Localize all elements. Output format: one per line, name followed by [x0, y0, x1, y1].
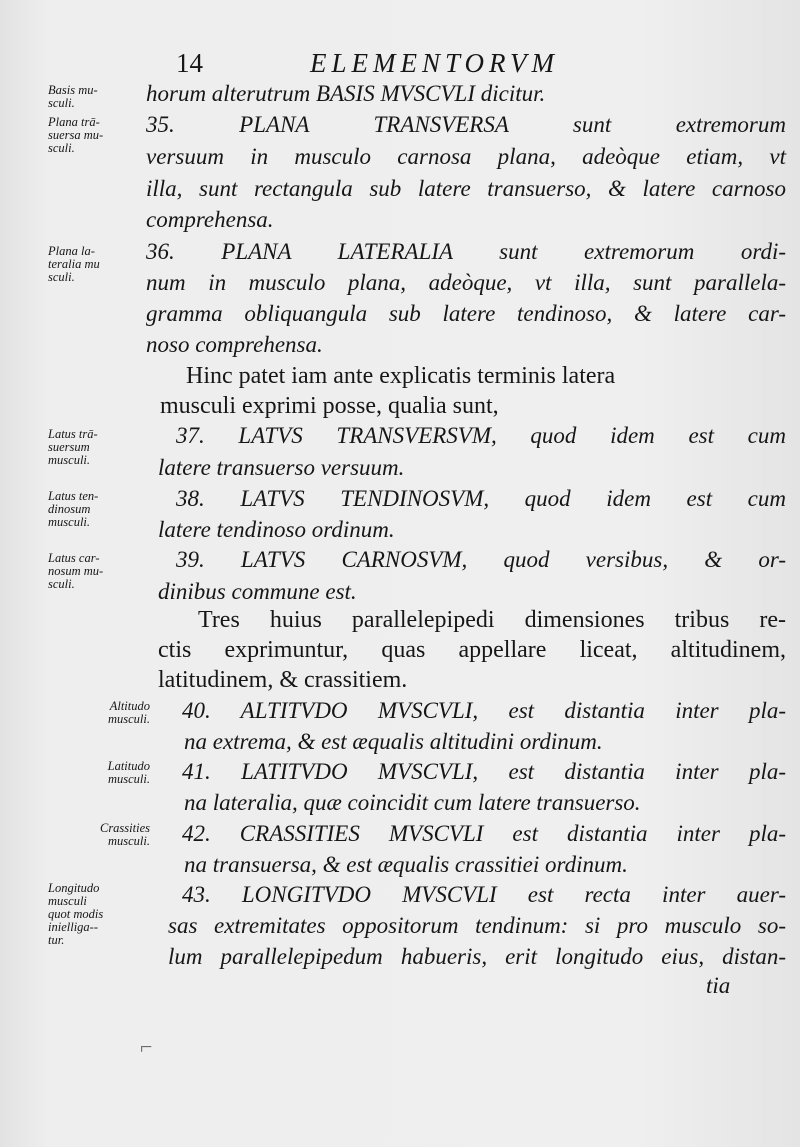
margin-note: Latitudo musculi.	[107, 759, 150, 786]
margin-note: Crassities musculi.	[99, 821, 150, 848]
page-mark: ⌐	[140, 1034, 153, 1059]
text-line: 41. LATITVDO MVSCVLI, est distantia inter pla-	[182, 759, 786, 784]
margin-note: Latus trā- suersum musculi.	[48, 427, 98, 467]
text-line: Tres huius parallelepipedi dimensiones tribus re-	[198, 607, 786, 633]
running-title: ELEMENTORVM	[310, 48, 560, 78]
text-line: comprehensa.	[146, 207, 274, 232]
margin-note: Plana trā- suersa mu- sculi.	[48, 115, 104, 155]
text-line: musculi exprimi posse, qualia sunt,	[160, 393, 499, 419]
margin-note: Altitudo musculi.	[107, 699, 150, 726]
text-line: tia	[706, 973, 731, 998]
text-line: ctis exprimuntur, quas appellare liceat, altitudinem,	[158, 637, 786, 663]
text-line: lum parallelepipedum habueris, erit longitudo eius, distan-	[168, 944, 786, 969]
text-line: latitudinem, & crassitiem.	[158, 667, 408, 693]
margin-note: Basis mu- sculi.	[48, 83, 98, 110]
text-line: sas extremitates oppositorum tendinum: si pro musculo so-	[168, 913, 786, 938]
margin-note: Longitudo musculi quot modis inielliga-- tur.	[48, 881, 104, 947]
text-line: dinibus commune est.	[158, 579, 357, 604]
text-line: 36. PLANA LATERALIA sunt extremorum ordi-	[146, 239, 786, 264]
text-line: na lateralia, quæ coincidit cum latere transuerso.	[184, 790, 641, 815]
running-header	[0, 44, 800, 84]
text-line: versuum in musculo carnosa plana, adeòque etiam, vt	[146, 144, 786, 169]
text-line: horum alterutrum BASIS MVSCVLI dicitur.	[146, 81, 546, 106]
margin-note: Plana la- teralia mu sculi.	[48, 244, 100, 284]
text-line: 35. PLANA TRANSVERSA sunt extremorum	[146, 112, 786, 137]
page-number: 14	[176, 48, 203, 78]
text-line: 43. LONGITVDO MVSCVLI est recta inter auer-	[182, 882, 786, 907]
text-line: 40. ALTITVDO MVSCVLI, est distantia inter pla-	[182, 698, 786, 723]
text-line: latere tendinoso ordinum.	[158, 517, 395, 542]
margin-note: Latus car- nosum mu- sculi.	[48, 551, 104, 591]
text-line: 42. CRASSITIES MVSCVLI est distantia inter pla-	[182, 821, 786, 846]
text-line: 37. LATVS TRANSVERSVM, quod idem est cum	[176, 423, 786, 448]
text-line: 38. LATVS TENDINOSVM, quod idem est cum	[176, 486, 786, 511]
margin-note: Latus ten- dinosum musculi.	[48, 489, 99, 529]
text-line: na extrema, & est æqualis altitudini ordinum.	[184, 729, 603, 754]
text-line: na transuersa, & est æqualis crassitiei ordinum.	[184, 852, 628, 877]
text-line: noso comprehensa.	[146, 332, 323, 357]
text-line: 39. LATVS CARNOSVM, quod versibus, & or-	[176, 547, 786, 572]
text-line: Hinc patet iam ante explicatis terminis latera	[186, 363, 616, 389]
text-line: num in musculo plana, adeòque, vt illa, sunt parallela-	[146, 270, 786, 295]
text-line: gramma obliquangula sub latere tendinoso, & latere car-	[146, 301, 786, 326]
text-line: illa, sunt rectangula sub latere transuerso, & latere carnoso	[146, 176, 786, 201]
text-line: latere transuerso versuum.	[158, 455, 405, 480]
